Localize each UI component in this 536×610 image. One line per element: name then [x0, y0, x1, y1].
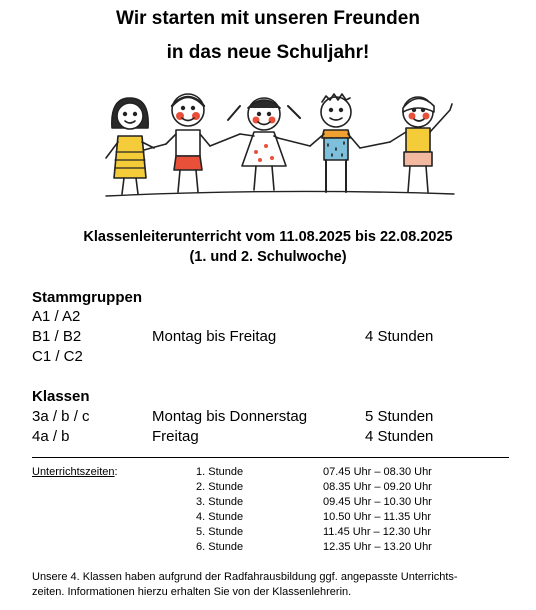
lesson-6-time: 12.35 Uhr – 13.20 Uhr	[323, 541, 432, 553]
stammgruppe-b: B1 / B2	[32, 328, 82, 345]
klassen-3-days: Montag bis Donnerstag	[152, 408, 308, 425]
lesson-1-name: 1. Stunde	[196, 466, 244, 478]
footnote-line-1: Unsere 4. Klassen haben aufgrund der Radfahrausbildung ggf. angepasste Unterrichts-	[32, 571, 458, 583]
footnote-line-2: zeiten. Informationen hierzu erhalten Sie von der Klassenlehrerin.	[32, 586, 352, 598]
lesson-2-time: 08.35 Uhr – 09.20 Uhr	[323, 481, 432, 493]
klassen-3-group: 3a / b / c	[32, 408, 90, 425]
stammgruppen-days: Montag bis Freitag	[152, 328, 277, 345]
klassen-4-hours: 4 Stunden	[365, 428, 434, 445]
lesson-4-time: 10.50 Uhr – 11.35 Uhr	[323, 511, 432, 523]
lesson-5-name: 5. Stunde	[196, 526, 244, 538]
unterrichtszeiten-colon: :	[114, 466, 118, 478]
footnote	[32, 570, 512, 600]
period-subheading: (1. und 2. Schulwoche)	[189, 249, 347, 265]
klassen-heading: Klassen	[32, 388, 90, 405]
klassen-4-group: 4a / b	[32, 428, 70, 445]
unterrichtszeiten-label	[32, 466, 118, 478]
lesson-6-name: 6. Stunde	[196, 541, 244, 553]
lesson-1-time: 07.45 Uhr – 08.30 Uhr	[323, 466, 432, 478]
klassen-4-days: Freitag	[152, 428, 199, 445]
stammgruppe-a: A1 / A2	[32, 308, 81, 325]
page-title-line-1: Wir starten mit unseren Freunden	[116, 8, 420, 29]
unterrichtszeiten-label-text: Unterrichtszeiten	[32, 466, 115, 478]
lesson-2-name: 2. Stunde	[196, 481, 244, 493]
lesson-5-time: 11.45 Uhr – 12.30 Uhr	[323, 526, 432, 538]
lesson-4-name: 4. Stunde	[196, 511, 244, 523]
lesson-3-time: 09.45 Uhr – 10.30 Uhr	[323, 496, 432, 508]
lesson-3-name: 3. Stunde	[196, 496, 244, 508]
stammgruppen-hours: 4 Stunden	[365, 328, 434, 345]
five-children-holding-hands-icon	[100, 92, 466, 204]
divider	[32, 457, 509, 458]
page-title-line-2: in das neue Schuljahr!	[166, 42, 370, 63]
stammgruppe-c: C1 / C2	[32, 348, 83, 365]
stammgruppen-heading: Stammgruppen	[32, 289, 143, 306]
klassen-3-hours: 5 Stunden	[365, 408, 434, 425]
period-heading: Klassenleiterunterricht vom 11.08.2025 bis 22.08.2025	[83, 229, 453, 245]
